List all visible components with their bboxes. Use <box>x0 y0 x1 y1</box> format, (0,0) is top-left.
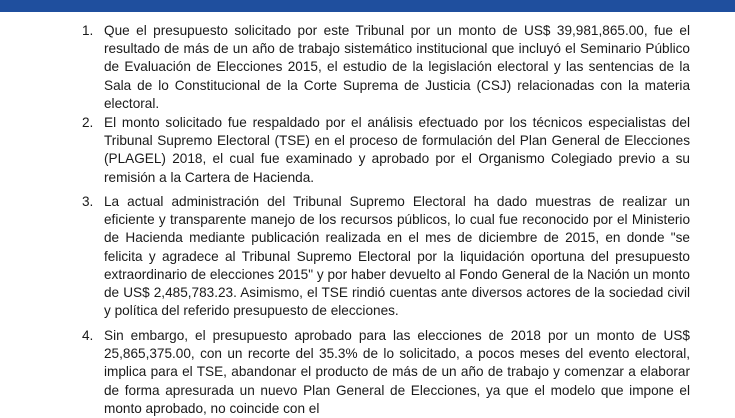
list-item <box>82 327 690 418</box>
item-number: 4. <box>82 328 94 343</box>
item-text: El monto solicitado fue respaldado por el análisis efectuado por los técnicos especialistas del Tribunal Supremo Electoral (TSE) en el proceso de formulación del Plan General de Elecciones (PLAGEL) 2018, el cual fue examinado y aprobado por el Organismo Colegiado previo a su remisión a la Cartera de Hacienda. <box>104 115 690 185</box>
item-text: La actual administración del Tribunal Supremo Electoral ha dado muestras de realizar un eficiente y transparente manejo de los recursos públicos, lo cual fue reconocido por el Ministerio de Hacienda mediante publicación realizada en el mes de diciembre de 2015, en donde "se felicita y agradece al Tribunal Supremo Electoral por la liquidación oportuna del presupuesto extraordinario de elecciones 2015" y por haber devuelto al Fondo General de la Nación un monto de US$ 2,485,783.23. Asimismo, el TSE rindió cuentas ante diversos actores de la sociedad civil y política del referido presupuesto de elecciones. <box>104 194 690 319</box>
item-number: 1. <box>82 23 94 38</box>
item-number: 2. <box>82 115 94 130</box>
item-text: Que el presupuesto solicitado por este Tribunal por un monto de US$ 39,981,865.00, fue el resultado de más de un año de trabajo sistemático institucional que incluyó el Seminario Público de Evaluación de Elecciones 2015, el estudio de la legislación electoral y las sentencias de la Sala de lo Constitucional de la Corte Suprema de Justicia (CSJ) relacionadas con la materia electoral. <box>104 23 690 111</box>
header-bar <box>0 0 735 12</box>
list-item <box>82 22 690 113</box>
list-item <box>82 114 690 187</box>
item-text: Sin embargo, el presupuesto aprobado para las elecciones de 2018 por un monto de US$ 25,865,375.00, con un recorte del 35.3% de lo solicitado, a pocos meses del evento electoral, implica para el TSE, abandonar el producto de más de un año de trabajo y comenzar a elaborar de forma apresurada un nuevo Plan General de Elecciones, ya que el modelo que impone el monto aprobado, no coincide con el <box>104 328 690 416</box>
item-number: 3. <box>82 194 94 209</box>
list-item <box>82 193 690 320</box>
